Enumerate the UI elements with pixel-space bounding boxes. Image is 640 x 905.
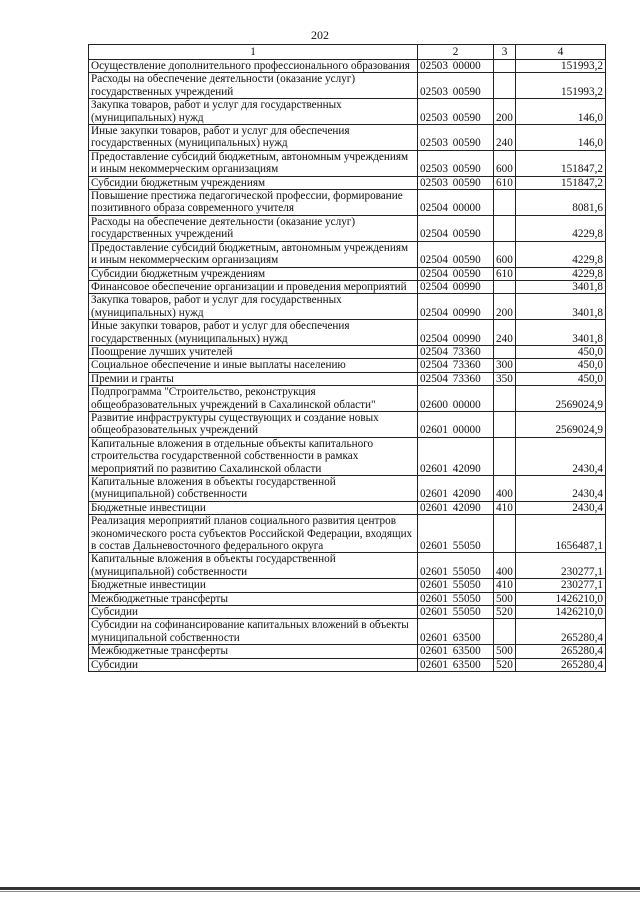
table-row (89, 294, 606, 320)
row-expense-type-cell (494, 73, 516, 99)
row-amount-cell: 2430,4 (516, 501, 606, 514)
row-amount-cell: 8081,6 (516, 190, 606, 216)
row-amount-cell: 2569024,9 (516, 411, 606, 437)
row-amount-cell: 265280,4 (516, 658, 606, 671)
row-amount-cell: 1426210,0 (516, 592, 606, 605)
row-amount-cell: 1656487,1 (516, 515, 606, 553)
row-name-cell: Субсидии (89, 606, 418, 619)
row-expense-type-cell: 400 (494, 476, 516, 502)
row-amount-cell: 4229,8 (516, 241, 606, 267)
row-amount-cell: 265280,4 (516, 619, 606, 645)
row-code-cell: 02504 73360 (418, 345, 494, 358)
row-name-cell: Развитие инфраструктуры существующих и создание новых общеобразовательных учреждений (89, 411, 418, 437)
row-code-cell: 02601 00000 (418, 411, 494, 437)
row-amount-cell: 151847,2 (516, 176, 606, 189)
row-name-cell: Субсидии бюджетным учреждениям (89, 267, 418, 280)
table-row (89, 267, 606, 280)
table-row (89, 645, 606, 658)
row-code-cell: 02601 63500 (418, 645, 494, 658)
row-code-cell: 02601 55050 (418, 515, 494, 553)
table-row (89, 241, 606, 267)
row-expense-type-cell (494, 386, 516, 412)
row-name-cell: Бюджетные инвестиции (89, 579, 418, 592)
table-row (89, 190, 606, 216)
budget-table (88, 44, 606, 672)
row-amount-cell: 146,0 (516, 99, 606, 125)
row-name-cell: Повышение престижа педагогической профессии, формирование позитивного образа современного учителя (89, 190, 418, 216)
row-code-cell: 02504 00590 (418, 215, 494, 241)
row-code-cell: 02503 00590 (418, 150, 494, 176)
row-name-cell: Закупка товаров, работ и услуг для государственных (муниципальных) нужд (89, 99, 418, 125)
table-row (89, 386, 606, 412)
row-name-cell: Осуществление дополнительного профессионального образования (89, 60, 418, 73)
table-row (89, 280, 606, 293)
row-name-cell: Подпрограмма "Строительство, реконструкция общеобразовательных учреждений в Сахалинской области" (89, 386, 418, 412)
table-row (89, 515, 606, 553)
row-amount-cell: 151993,2 (516, 73, 606, 99)
row-name-cell: Социальное обеспечение и иные выплаты населению (89, 359, 418, 372)
row-name-cell: Капитальные вложения в объекты государственной (муниципальной) собственности (89, 553, 418, 579)
row-expense-type-cell (494, 190, 516, 216)
row-name-cell: Расходы на обеспечение деятельности (оказание услуг) государственных учреждений (89, 215, 418, 241)
row-expense-type-cell: 200 (494, 99, 516, 125)
header-col-2: 2 (418, 45, 494, 60)
row-expense-type-cell: 500 (494, 592, 516, 605)
row-name-cell: Поощрение лучших учителей (89, 345, 418, 358)
row-amount-cell: 2569024,9 (516, 386, 606, 412)
row-code-cell: 02504 00990 (418, 280, 494, 293)
table-row (89, 215, 606, 241)
row-code-cell: 02504 73360 (418, 359, 494, 372)
row-amount-cell: 151847,2 (516, 150, 606, 176)
header-col-3: 3 (494, 45, 516, 60)
row-code-cell: 02503 00590 (418, 125, 494, 151)
row-expense-type-cell: 240 (494, 320, 516, 346)
header-col-1: 1 (89, 45, 418, 60)
row-amount-cell: 450,0 (516, 345, 606, 358)
row-expense-type-cell: 520 (494, 658, 516, 671)
table-row (89, 60, 606, 73)
row-expense-type-cell (494, 437, 516, 475)
row-expense-type-cell: 200 (494, 294, 516, 320)
row-amount-cell: 4229,8 (516, 267, 606, 280)
table-row (89, 99, 606, 125)
row-name-cell: Предоставление субсидий бюджетным, автономным учреждениям и иным некоммерческим организациям (89, 241, 418, 267)
row-expense-type-cell: 240 (494, 125, 516, 151)
row-code-cell: 02503 00590 (418, 99, 494, 125)
row-code-cell: 02504 00590 (418, 241, 494, 267)
row-amount-cell: 3401,8 (516, 294, 606, 320)
table-row (89, 437, 606, 475)
row-name-cell: Межбюджетные трансферты (89, 592, 418, 605)
row-code-cell: 02601 63500 (418, 658, 494, 671)
table-row (89, 592, 606, 605)
row-amount-cell: 450,0 (516, 359, 606, 372)
row-name-cell: Субсидии (89, 658, 418, 671)
row-expense-type-cell (494, 60, 516, 73)
page-number: 202 (311, 28, 329, 42)
row-expense-type-cell: 350 (494, 372, 516, 385)
row-name-cell: Иные закупки товаров, работ и услуг для обеспечения государственных (муниципальных) нужд (89, 125, 418, 151)
row-expense-type-cell (494, 515, 516, 553)
row-code-cell: 02504 00000 (418, 190, 494, 216)
table-row (89, 619, 606, 645)
row-name-cell: Иные закупки товаров, работ и услуг для обеспечения государственных (муниципальных) нужд (89, 320, 418, 346)
row-code-cell: 02504 00590 (418, 267, 494, 280)
row-amount-cell: 4229,8 (516, 215, 606, 241)
row-name-cell: Субсидии бюджетным учреждениям (89, 176, 418, 189)
row-code-cell: 02601 42090 (418, 501, 494, 514)
row-code-cell: 02601 55050 (418, 579, 494, 592)
row-name-cell: Расходы на обеспечение деятельности (оказание услуг) государственных учреждений (89, 73, 418, 99)
row-amount-cell: 3401,8 (516, 320, 606, 346)
row-amount-cell: 151993,2 (516, 60, 606, 73)
row-amount-cell: 1426210,0 (516, 606, 606, 619)
row-name-cell: Закупка товаров, работ и услуг для государственных (муниципальных) нужд (89, 294, 418, 320)
table-row (89, 73, 606, 99)
table-row (89, 150, 606, 176)
table-row (89, 411, 606, 437)
table-row (89, 372, 606, 385)
table-row (89, 345, 606, 358)
table-header-row (89, 45, 606, 60)
row-name-cell: Предоставление субсидий бюджетным, автономным учреждениям и иным некоммерческим организациям (89, 150, 418, 176)
row-code-cell: 02504 73360 (418, 372, 494, 385)
row-expense-type-cell: 600 (494, 241, 516, 267)
row-name-cell: Бюджетные инвестиции (89, 501, 418, 514)
row-code-cell: 02504 00990 (418, 320, 494, 346)
row-name-cell: Капитальные вложения в объекты государственной (муниципальной) собственности (89, 476, 418, 502)
row-code-cell: 02601 63500 (418, 619, 494, 645)
page-bottom-rule (0, 887, 640, 890)
table-row (89, 606, 606, 619)
row-code-cell: 02503 00000 (418, 60, 494, 73)
row-code-cell: 02601 55050 (418, 553, 494, 579)
table-row (89, 579, 606, 592)
row-amount-cell: 265280,4 (516, 645, 606, 658)
row-expense-type-cell: 410 (494, 501, 516, 514)
page-bottom-rule-thin (0, 891, 640, 892)
row-code-cell: 02503 00590 (418, 176, 494, 189)
row-name-cell: Финансовое обеспечение организации и проведения мероприятий (89, 280, 418, 293)
row-name-cell: Премии и гранты (89, 372, 418, 385)
row-code-cell: 02601 55050 (418, 592, 494, 605)
row-code-cell: 02600 00000 (418, 386, 494, 412)
row-expense-type-cell (494, 345, 516, 358)
row-expense-type-cell: 300 (494, 359, 516, 372)
table-row (89, 320, 606, 346)
row-amount-cell: 146,0 (516, 125, 606, 151)
row-amount-cell: 2430,4 (516, 437, 606, 475)
row-code-cell: 02601 42090 (418, 437, 494, 475)
row-name-cell: Реализация мероприятий планов социального развития центров экономического роста субъектов Российской Федерации, входящих в состав Дальневосточного федерального округа (89, 515, 418, 553)
row-expense-type-cell (494, 215, 516, 241)
row-amount-cell: 2430,4 (516, 476, 606, 502)
row-amount-cell: 3401,8 (516, 280, 606, 293)
row-amount-cell: 230277,1 (516, 579, 606, 592)
table-row (89, 501, 606, 514)
row-code-cell: 02601 55050 (418, 606, 494, 619)
row-amount-cell: 230277,1 (516, 553, 606, 579)
row-code-cell: 02504 00990 (418, 294, 494, 320)
row-expense-type-cell (494, 411, 516, 437)
row-expense-type-cell: 520 (494, 606, 516, 619)
table-row (89, 658, 606, 671)
row-expense-type-cell: 600 (494, 150, 516, 176)
row-expense-type-cell: 610 (494, 176, 516, 189)
row-name-cell: Межбюджетные трансферты (89, 645, 418, 658)
header-col-4: 4 (516, 45, 606, 60)
table-row (89, 125, 606, 151)
table-row (89, 553, 606, 579)
row-expense-type-cell: 400 (494, 553, 516, 579)
table-row (89, 476, 606, 502)
row-code-cell: 02503 00590 (418, 73, 494, 99)
row-name-cell: Субсидии на софинансирование капитальных вложений в объекты муниципальной собственности (89, 619, 418, 645)
row-expense-type-cell: 610 (494, 267, 516, 280)
row-amount-cell: 450,0 (516, 372, 606, 385)
row-code-cell: 02601 42090 (418, 476, 494, 502)
table-row (89, 176, 606, 189)
row-name-cell: Капитальные вложения в отдельные объекты капитального строительства государственной собственности в рамках мероприятий по развитию Сахалинской области (89, 437, 418, 475)
row-expense-type-cell (494, 280, 516, 293)
table-body (89, 60, 606, 672)
row-expense-type-cell: 500 (494, 645, 516, 658)
table-row (89, 359, 606, 372)
row-expense-type-cell: 410 (494, 579, 516, 592)
row-expense-type-cell (494, 619, 516, 645)
